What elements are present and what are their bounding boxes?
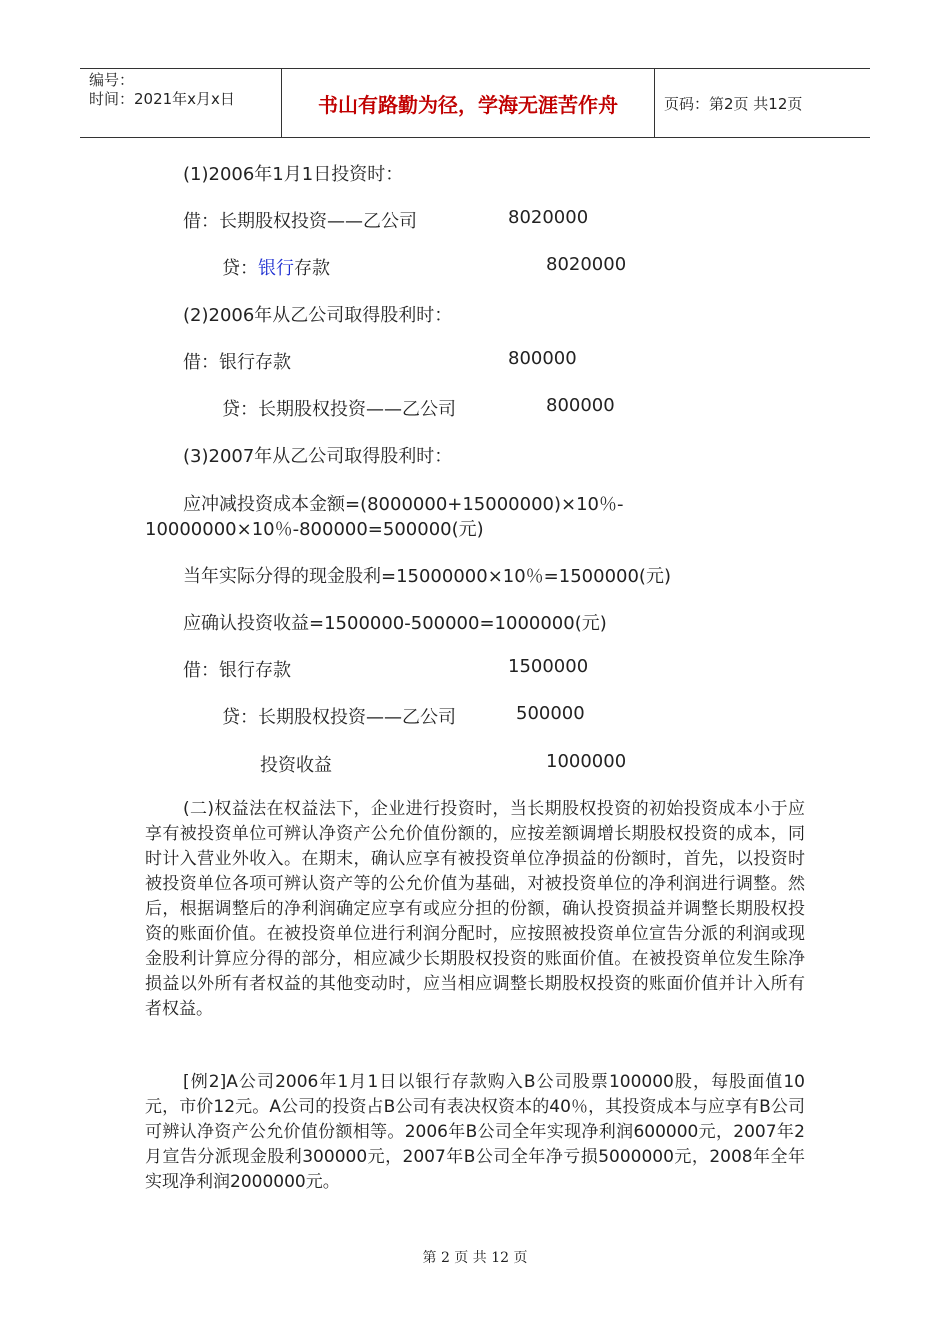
header-page-label: 页码：第2页 共12页 [664,94,803,113]
calc1-line-a: 应冲减投资成本金额=(8000000+15000000)×10％- [183,494,624,515]
entry1-debit-amount: 8020000 [508,207,589,228]
entry2-debit: 借：银行存款 [183,352,291,373]
calc1-line-b: 10000000×10％-800000=500000(元) [145,519,484,540]
step2-title: (2)2006年从乙公司取得股利时： [183,305,453,326]
entry1-credit-prefix: 贷： [222,258,258,279]
entry1-credit-amount: 8020000 [546,254,627,275]
number-label: 编号： [89,71,135,89]
step1-title: (1)2006年1月1日投资时： [183,164,404,185]
entry2-credit-amount: 800000 [546,395,615,416]
header-info [80,69,282,137]
entry2-debit-amount: 800000 [508,348,577,369]
equity-method-paragraph: (二)权益法在权益法下，企业进行投资时，当长期股权投资的初始投资成本小于应享有被投资单位可辨认净资产公允价值份额的，应按差额调增长期股权投资的成本，同时计入营业外收入。在期末，确认应享有被投资单位净损益的份额时，首先，以投资时被投资单位各项可辨认资产等的公允价值为基础，对被投资单位的净利润进行调整。然后，根据调整后的净利润确定应享有或应分担的份额，确认投资损益并调整长期股权投资的账面价值。在被投资单位进行利润分配时，应按照被投资单位宣告分派的利润或现金股利计算应分得的部分，相应减少长期股权投资的账面价值。在被投资单位发生除净损益以外所有者权益的其他变动时，应当相应调整长期股权投资的账面价值并计入所有者权益。 [145,799,805,1019]
calc3-line: 应确认投资收益=1500000-500000=1000000(元) [183,613,607,634]
page-header [80,68,870,138]
time-label: 时间：2021年x月x日 [89,90,235,108]
calc2-line: 当年实际分得的现金股利=15000000×10％=1500000(元) [183,566,671,587]
entry2-credit: 贷：长期股权投资——乙公司 [222,399,456,420]
entry3-credit2: 投资收益 [260,755,332,776]
bank-link[interactable]: 银行 [258,258,294,279]
step3-title: (3)2007年从乙公司取得股利时： [183,446,453,467]
entry3-credit2-amount: 1000000 [546,751,627,772]
entry3-credit-amount: 500000 [516,703,585,724]
header-motto: 书山有路勤为径，学海无涯苦作舟 [282,69,655,137]
entry3-credit: 贷：长期股权投资——乙公司 [222,707,456,728]
entry3-debit-amount: 1500000 [508,656,589,677]
entry1-credit [222,254,330,280]
example2-paragraph: [例2]A公司2006年1月1日以银行存款购入B公司股票100000股，每股面值10元，市价12元。A公司的投资占B公司有表决权资本的40％，其投资成本与应享有B公司可辨认净资产公允价值份额相等。2006年B公司全年实现净利润600000元，2007年2月宣告分派现金股利300000元，2007年B公司全年净亏损5000000元，2008年全年实现净利润2000000元。 [145,1072,805,1192]
page-footer: 第 2 页 共 12 页 [422,1250,528,1266]
entry3-debit: 借：银行存款 [183,660,291,681]
entry1-debit: 借：长期股权投资——乙公司 [183,211,417,232]
entry1-credit-suffix: 存款 [294,258,330,279]
